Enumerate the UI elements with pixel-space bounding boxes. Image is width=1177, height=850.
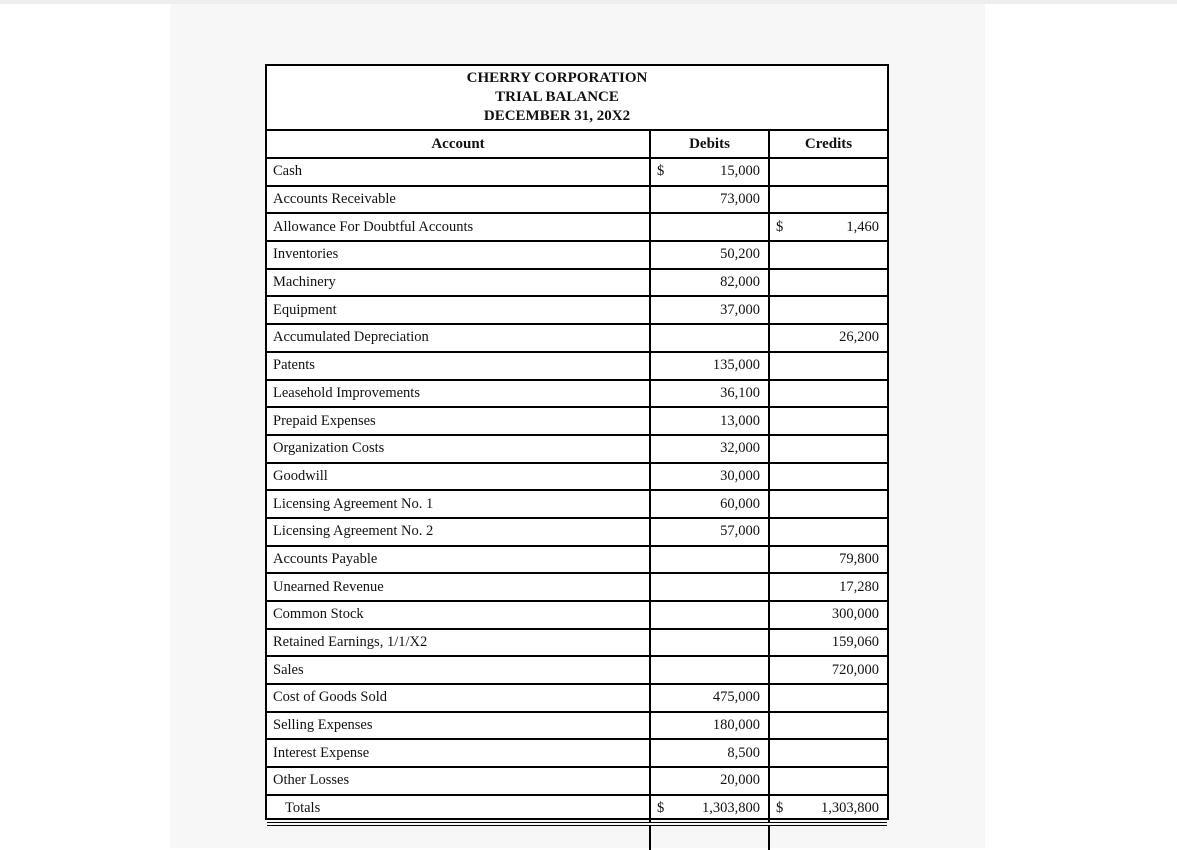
debit-cell [650, 712, 769, 740]
debit-cell [650, 684, 769, 712]
account-name-cell: Machinery [267, 269, 650, 297]
amount-value: 720,000 [831, 661, 879, 678]
debit-cell [650, 380, 769, 408]
amount-value: 20,000 [720, 772, 760, 789]
debit-cell [650, 241, 769, 269]
amount-value: 13,000 [720, 412, 760, 429]
report-date: DECEMBER 31, 20X2 [483, 108, 631, 124]
table-row [267, 573, 887, 601]
credit-cell [769, 407, 887, 435]
debit-cell-amount [651, 523, 768, 540]
total-debit-cell-amount [651, 800, 768, 817]
credit-cell [769, 158, 887, 186]
debit-cell [650, 213, 769, 241]
debit-cell-amount [651, 413, 768, 430]
account-name-cell: Goodwill [267, 463, 650, 491]
trial-balance-table [267, 131, 887, 850]
table-row [267, 739, 887, 767]
account-name-cell: Common Stock [267, 601, 650, 629]
credit-cell [769, 490, 887, 518]
currency-symbol: $ [776, 218, 784, 235]
debits-column-header: Debits [650, 131, 769, 158]
amount-value: 60,000 [720, 495, 760, 512]
debit-cell [650, 601, 769, 629]
credit-cell-amount [770, 662, 887, 679]
credit-cell [769, 546, 887, 574]
debit-cell-amount [651, 163, 768, 180]
account-name-cell: Patents [267, 352, 650, 380]
account-name-cell: Selling Expenses [267, 712, 650, 740]
amount-value: 15,000 [720, 163, 760, 180]
blank-cell [650, 824, 769, 850]
table-row [267, 490, 887, 518]
credit-cell [769, 767, 887, 795]
account-name-cell: Leasehold Improvements [267, 380, 650, 408]
amount-value: 32,000 [720, 440, 760, 457]
table-row [267, 324, 887, 352]
table-row [267, 435, 887, 463]
debit-cell [650, 546, 769, 574]
account-name-cell: Accumulated Depreciation [267, 324, 650, 352]
credit-cell-amount [770, 579, 887, 596]
amount-value: 135,000 [712, 357, 760, 374]
table-header-row [267, 131, 887, 158]
totals-row [267, 795, 887, 824]
account-name-cell: Allowance For Doubtful Accounts [267, 213, 650, 241]
credit-cell [769, 296, 887, 324]
amount-value: 8,500 [727, 744, 760, 761]
account-name-cell: Prepaid Expenses [267, 407, 650, 435]
account-column-header: Account [267, 131, 650, 158]
account-name-cell: Accounts Receivable [267, 186, 650, 214]
debit-cell [650, 435, 769, 463]
account-name-cell: Other Losses [267, 767, 650, 795]
table-row [267, 296, 887, 324]
debit-cell [650, 186, 769, 214]
account-name-cell: Sales [267, 656, 650, 684]
table-row [267, 407, 887, 435]
account-name-cell: Unearned Revenue [267, 573, 650, 601]
account-name-cell: Retained Earnings, 1/1/X2 [267, 629, 650, 657]
amount-value: 1,303,800 [821, 800, 879, 817]
credit-cell [769, 518, 887, 546]
amount-value: 159,060 [831, 634, 879, 651]
debit-cell [650, 324, 769, 352]
credit-cell [769, 435, 887, 463]
table-row [267, 158, 887, 186]
debit-cell [650, 296, 769, 324]
table-row [267, 712, 887, 740]
debit-cell-amount [651, 357, 768, 374]
currency-symbol: $ [776, 800, 784, 817]
credit-cell-amount [770, 551, 887, 568]
amount-value: 50,200 [720, 246, 760, 263]
debit-cell-amount [651, 496, 768, 513]
credit-cell-amount [770, 219, 887, 236]
amount-value: 36,100 [720, 384, 760, 401]
total-credit-cell-amount [770, 800, 887, 817]
account-name-cell: Licensing Agreement No. 1 [267, 490, 650, 518]
table-row [267, 656, 887, 684]
report-name: TRIAL BALANCE [495, 89, 619, 105]
amount-value: 180,000 [712, 717, 760, 734]
amount-value: 1,303,800 [702, 800, 760, 817]
debit-cell [650, 656, 769, 684]
credit-cell-amount [770, 634, 887, 651]
table-row [267, 352, 887, 380]
account-name-cell: Cash [267, 158, 650, 186]
credit-cell [769, 380, 887, 408]
debit-cell [650, 739, 769, 767]
credit-cell [769, 684, 887, 712]
amount-value: 73,000 [720, 191, 760, 208]
totals-label: Totals [267, 795, 650, 824]
total-debit-cell [650, 795, 769, 824]
table-row [267, 767, 887, 795]
credit-cell [769, 656, 887, 684]
credit-cell [769, 573, 887, 601]
debit-cell-amount [651, 246, 768, 263]
credit-cell [769, 601, 887, 629]
blank-row [267, 824, 887, 850]
debit-cell-amount [651, 772, 768, 789]
table-row [267, 629, 887, 657]
currency-symbol: $ [657, 163, 665, 180]
debit-cell [650, 269, 769, 297]
debit-cell [650, 573, 769, 601]
table-row [267, 518, 887, 546]
table-row [267, 241, 887, 269]
debit-cell [650, 158, 769, 186]
debit-cell-amount [651, 440, 768, 457]
debit-cell-amount [651, 745, 768, 762]
debit-cell [650, 767, 769, 795]
blank-cell [769, 824, 887, 850]
debit-cell [650, 518, 769, 546]
amount-value: 17,280 [839, 578, 879, 595]
debit-cell [650, 352, 769, 380]
currency-symbol: $ [657, 800, 665, 817]
table-row [267, 684, 887, 712]
amount-value: 30,000 [720, 467, 760, 484]
account-name-cell: Inventories [267, 241, 650, 269]
amount-value: 82,000 [720, 274, 760, 291]
company-name: CHERRY CORPORATION [466, 70, 648, 86]
account-name-cell: Interest Expense [267, 739, 650, 767]
debit-cell [650, 629, 769, 657]
amount-value: 475,000 [712, 689, 760, 706]
account-name-cell: Accounts Payable [267, 546, 650, 574]
table-row [267, 269, 887, 297]
credit-cell [769, 739, 887, 767]
debit-cell [650, 490, 769, 518]
table-row [267, 546, 887, 574]
account-name-cell: Cost of Goods Sold [267, 684, 650, 712]
credit-cell [769, 463, 887, 491]
account-name-cell: Equipment [267, 296, 650, 324]
credit-cell [769, 352, 887, 380]
amount-value: 26,200 [839, 329, 879, 346]
total-credit-cell [769, 795, 887, 824]
debit-cell-amount [651, 385, 768, 402]
debit-cell [650, 463, 769, 491]
account-name-cell: Organization Costs [267, 435, 650, 463]
debit-cell-amount [651, 717, 768, 734]
amount-value: 1,460 [846, 218, 879, 235]
report-title-block [267, 66, 887, 131]
amount-value: 79,800 [839, 550, 879, 567]
credit-cell [769, 712, 887, 740]
table-row [267, 463, 887, 491]
credit-cell [769, 269, 887, 297]
trial-balance-sheet [265, 64, 889, 820]
table-row [267, 186, 887, 214]
amount-value: 300,000 [831, 606, 879, 623]
credit-cell [769, 629, 887, 657]
debit-cell-amount [651, 302, 768, 319]
blank-cell [267, 824, 650, 850]
debit-cell-amount [651, 689, 768, 706]
amount-value: 57,000 [720, 523, 760, 540]
credits-column-header: Credits [769, 131, 887, 158]
credit-cell [769, 324, 887, 352]
credit-cell-amount [770, 606, 887, 623]
table-row [267, 601, 887, 629]
credit-cell-amount [770, 329, 887, 346]
table-row [267, 380, 887, 408]
credit-cell [769, 186, 887, 214]
debit-cell-amount [651, 468, 768, 485]
amount-value: 37,000 [720, 301, 760, 318]
table-row [267, 213, 887, 241]
credit-cell [769, 241, 887, 269]
debit-cell-amount [651, 191, 768, 208]
debit-cell [650, 407, 769, 435]
account-name-cell: Licensing Agreement No. 2 [267, 518, 650, 546]
credit-cell [769, 213, 887, 241]
debit-cell-amount [651, 274, 768, 291]
